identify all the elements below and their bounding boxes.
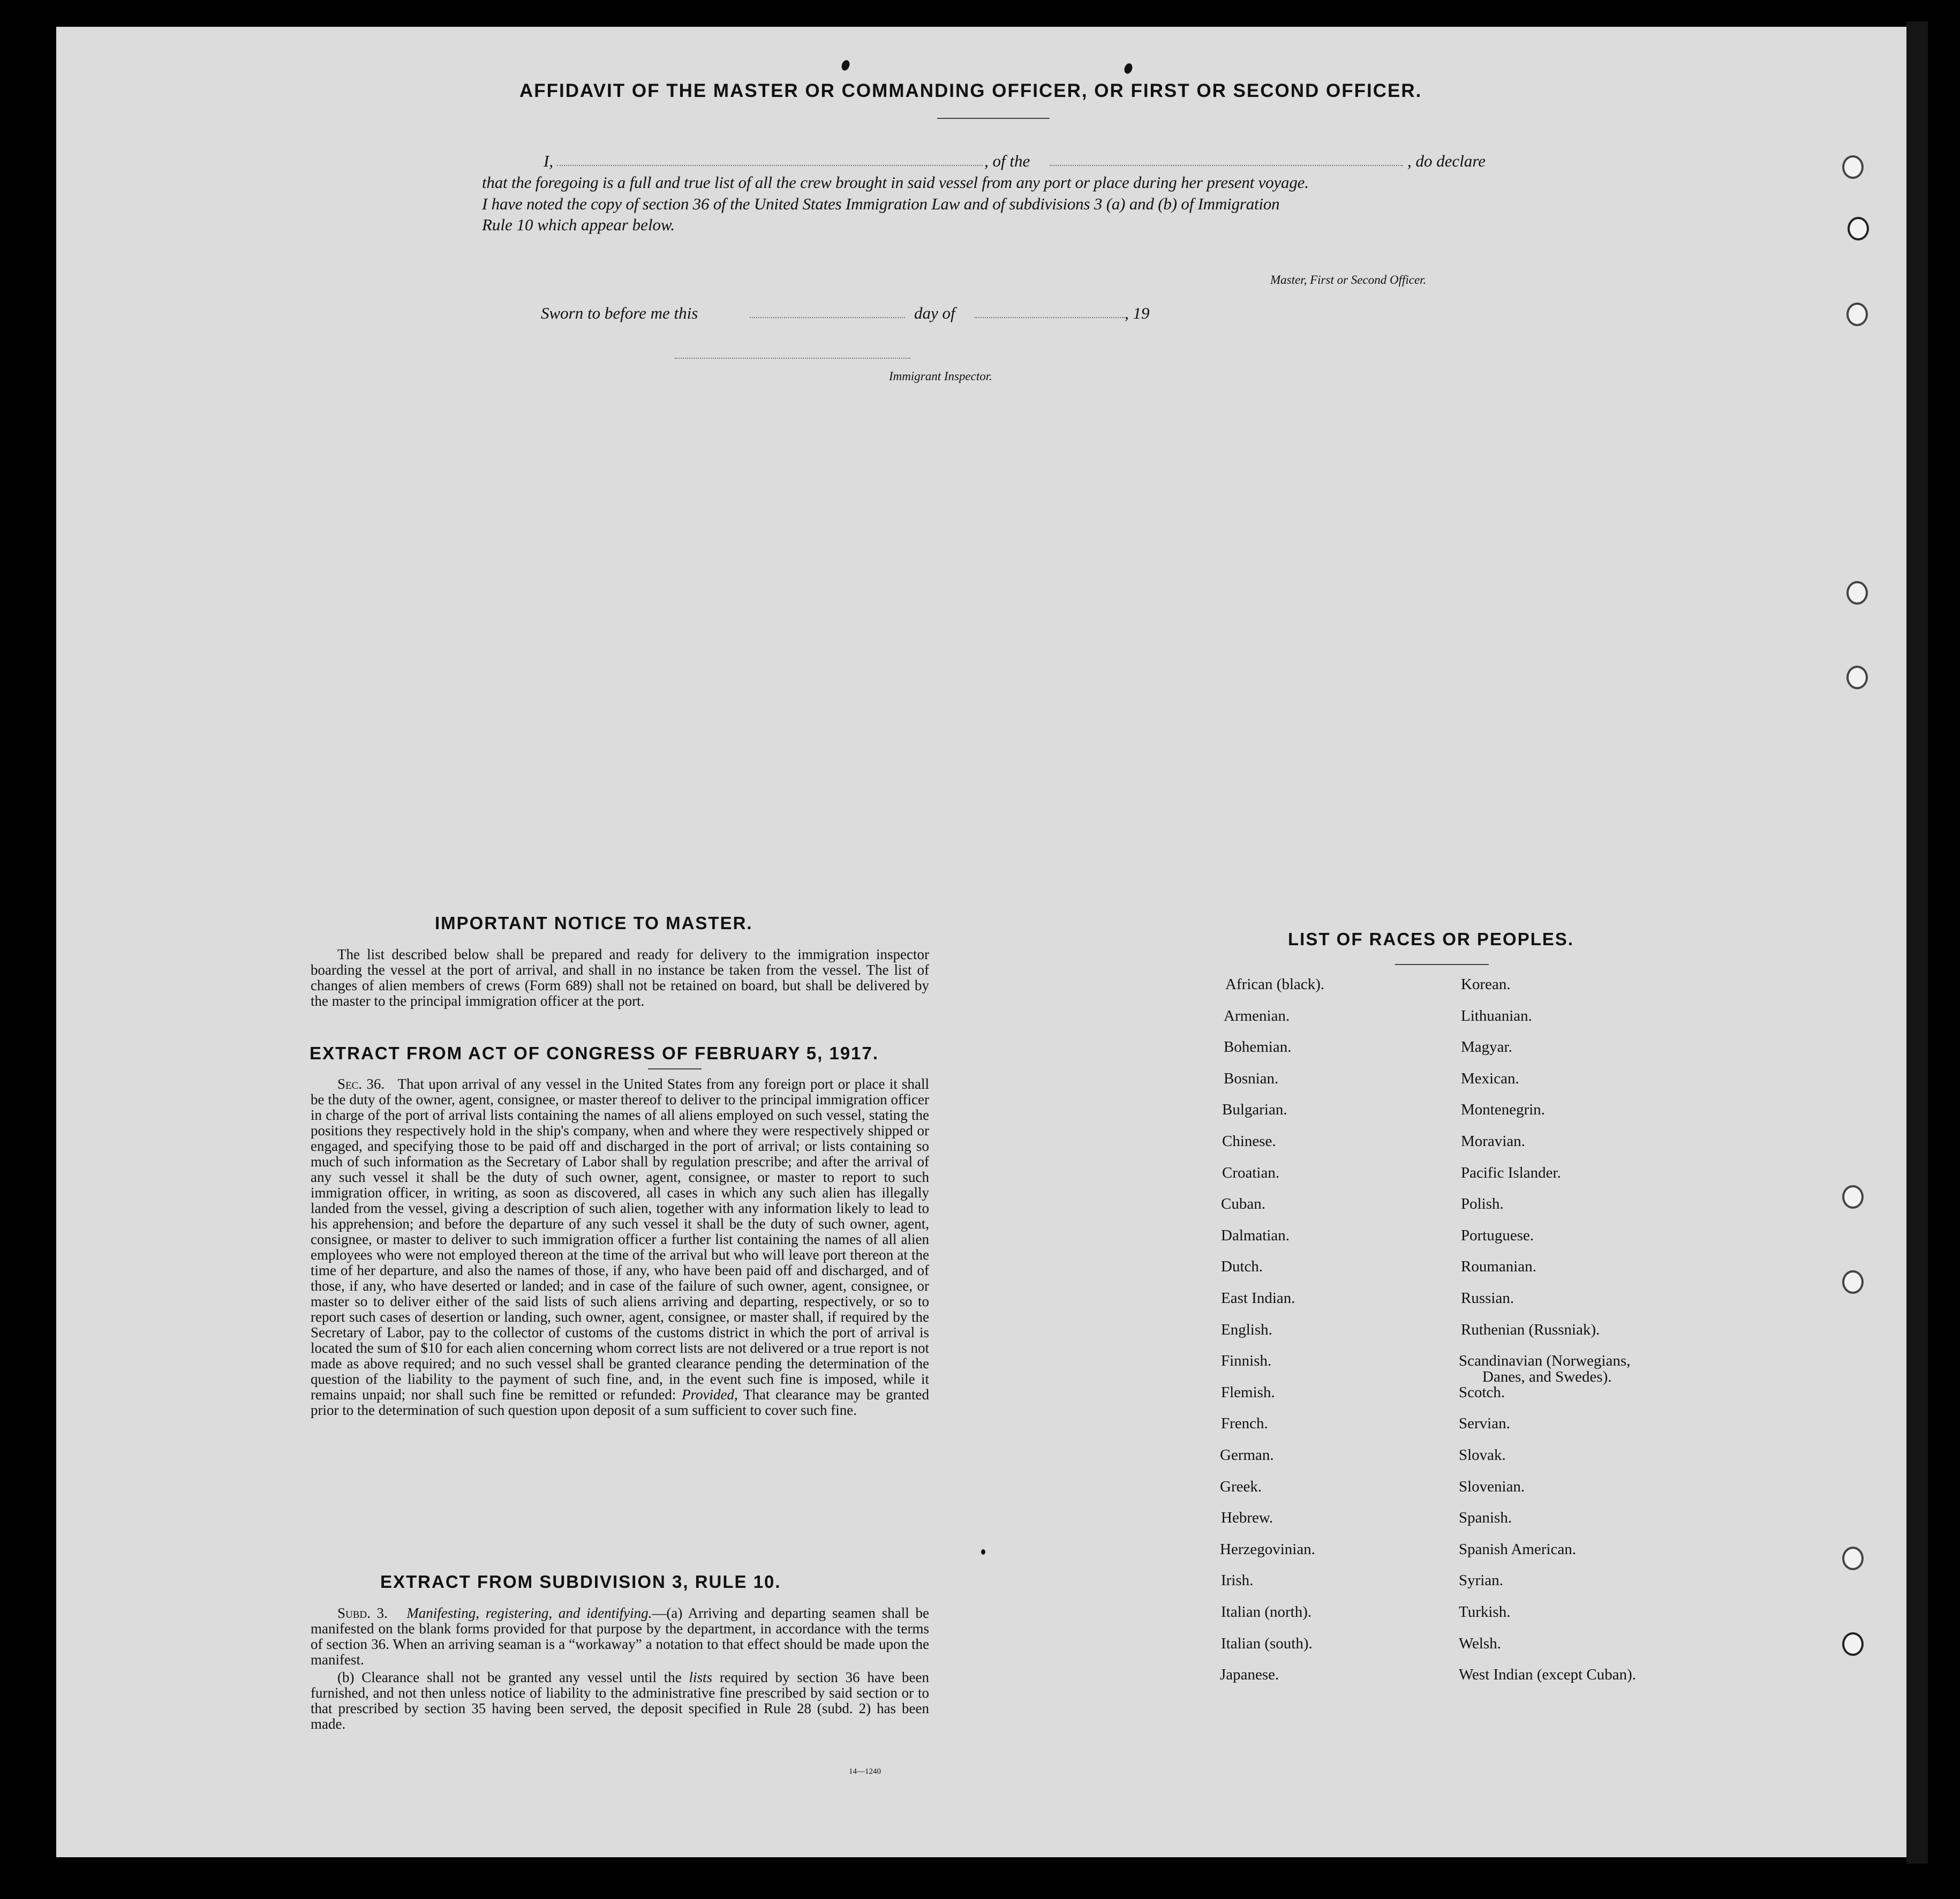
race-item: Montenegrin. (1461, 1101, 1546, 1119)
race-item: German. (1220, 1446, 1274, 1464)
race-item: Slovenian. (1459, 1478, 1525, 1495)
name-field[interactable] (557, 165, 983, 166)
subd-para-b-start: (b) Clearance shall not be granted any vessel until the (337, 1669, 682, 1685)
race-item: Croatian. (1222, 1164, 1280, 1181)
race-item: Ruthenian (Russniak). (1461, 1321, 1600, 1338)
race-item: Italian (north). (1221, 1603, 1312, 1621)
inspector-caption: Immigrant Inspector. (889, 370, 992, 383)
affidavit-do-declare: , do declare (1407, 152, 1486, 170)
race-item: Korean. (1461, 976, 1511, 993)
race-item: Italian (south). (1221, 1634, 1313, 1652)
notice-text (311, 947, 929, 1011)
act-title: EXTRACT FROM ACT OF CONGRESS OF FEBRUARY 5, 1917. (310, 1043, 879, 1063)
race-item: Dutch. (1221, 1258, 1263, 1276)
races-title: LIST OF RACES OR PEOPLES. (1288, 929, 1574, 949)
race-item: Spanish American. (1459, 1540, 1577, 1558)
race-item: West Indian (except Cuban). (1459, 1666, 1637, 1684)
page-edge-shadow (1906, 21, 1928, 1864)
rule-title: EXTRACT FROM SUBDIVISION 3, RULE 10. (380, 1572, 781, 1592)
act-body: That upon arrival of any vessel in the United States from any foreign port or place it shall be the duty of the owner, agent, consignee, or master thereof to deliver to the principal immigration officer in charge of the port of arrival lists containing the names of all aliens employed on such vessel, stating the positions they respectively hold in the ship's company, when and where they were respectively shipped or engaged, and specifying those to be paid off and discharged in the port of arrival; or lists containing so much of such information as the Secretary of Labor shall by regulation prescribe; and after the arrival of any such vessel it shall be the duty of such owner, agent, consignee, or master to report to such immigration officer, in writing, as soon as discovered, all cases in which any such alien has illegally landed from the vessel, giving a description of such alien, together with any information likely to lead to his apprehension; and before the departure of any such vessel it shall be the duty of such owner, agent, consignee, or master to deliver to such immigration officer a further list containing the names of all alien employees who were not employed thereon at the time of the arrival but who will leave port thereon at the time of her departure, and also the names of those, if any, who have been paid off and discharged, and of those, if any, who have deserted or landed; and in case of the failure of such owner, agent, consignee, or master so to deliver either of the said lists of such aliens arriving and departing, respectively, or so to report such cases of desertion or landing, such owner, agent, consignee, or master shall, if required by the Secretary of Labor, pay to the collector of customs of the customs district in which the port of arrival is located the sum of $10 for each alien concerning whom correct lists are not delivered or a true report is not made as above required; and no such vessel shall be granted clearance pending the determination of the question of the liability to the payment of such fine, and, in the event such fine is imposed, while it remains unpaid; nor shall such fine be remitted or refunded: (311, 1076, 930, 1403)
race-item: Hebrew. (1221, 1509, 1273, 1527)
races-underline (1395, 964, 1489, 965)
affidavit-title: AFFIDAVIT OF THE MASTER OR COMMANDING OFFICER, OR FIRST OR SECOND OFFICER. (519, 80, 1422, 101)
notice-paragraph: The list described below shall be prepared and ready for delivery to the immigration inspector boarding the vessel at the port of arrival, and shall in no instance be taken from the vessel. The list of changes of alien members of crews (Form 689) shall not be retained on board, but shall be delivered by the master to the principal immigration officer at the port. (311, 946, 929, 1009)
act-underline (648, 1068, 702, 1069)
race-item: Slovak. (1459, 1446, 1506, 1464)
affidavit-line-2: that the foregoing is a full and true list of all the crew brought in said vessel from any port or place during her present voyage. (482, 173, 1309, 192)
race-item: Bosnian. (1224, 1069, 1279, 1087)
race-item: Japanese. (1220, 1666, 1279, 1684)
rule-text (311, 1606, 929, 1734)
punch-hole (1846, 303, 1868, 326)
sworn-month-field[interactable] (975, 317, 1125, 318)
act-text (311, 1076, 929, 1420)
race-item: Polish. (1461, 1195, 1504, 1213)
subd-para-a: —(a) Arriving and departing seamen shall be manifested on the blank forms provided for that purpose by the department, in accordance with the terms of section 36. When an arriving seaman is a “workaway” a notation to that effect should be made upon the manifest. (311, 1605, 929, 1668)
form-number: 14—1240 (849, 1767, 881, 1776)
ink-mark (981, 1549, 985, 1555)
race-item-continuation: Danes, and Swedes). (1482, 1368, 1612, 1386)
sec-label: Sec. 36. (337, 1076, 385, 1092)
subd-para-b-lists: lists (689, 1669, 713, 1685)
race-item: Moravian. (1461, 1133, 1525, 1150)
race-item: Bohemian. (1224, 1038, 1292, 1056)
race-item: Irish. (1221, 1572, 1254, 1589)
act-provided: Provided, (682, 1386, 738, 1403)
race-item: Chinese. (1222, 1133, 1276, 1150)
race-item: Scandinavian (Norwegians, (1459, 1352, 1631, 1370)
affidavit-line-4: Rule 10 which appear below. (482, 215, 675, 234)
signature-caption: Master, First or Second Officer. (1270, 273, 1427, 287)
vessel-field[interactable] (1050, 165, 1403, 166)
title-underline (937, 118, 1050, 119)
sworn-label: Sworn to before me this (541, 304, 698, 322)
punch-hole (1842, 1185, 1864, 1209)
race-item: Herzegovinian. (1220, 1540, 1315, 1558)
race-item: Portuguese. (1461, 1226, 1534, 1244)
affidavit-line-3: I have noted the copy of section 36 of the United States Immigration Law and of subdivisions 3 (a) and (b) of Immigration (482, 194, 1280, 213)
race-item: Cuban. (1221, 1195, 1265, 1213)
race-item: Roumanian. (1461, 1258, 1536, 1276)
punch-hole (1842, 155, 1864, 179)
race-item: Turkish. (1459, 1603, 1511, 1621)
punch-hole (1846, 581, 1868, 605)
race-item: Spanish. (1459, 1509, 1512, 1527)
punch-hole (1848, 217, 1869, 240)
race-item: Russian. (1461, 1290, 1514, 1307)
race-item: Servian. (1459, 1415, 1510, 1433)
race-item: African (black). (1225, 976, 1325, 993)
race-item: Welsh. (1459, 1634, 1502, 1652)
subd-heading: Manifesting, registering, and identifying. (406, 1605, 652, 1621)
punch-hole (1842, 1547, 1864, 1570)
race-item: Pacific Islander. (1461, 1164, 1561, 1181)
race-item: Magyar. (1461, 1038, 1512, 1056)
race-item: Armenian. (1224, 1007, 1290, 1024)
day-of-label: day of (914, 304, 955, 322)
race-item: Flemish. (1221, 1383, 1275, 1401)
punch-hole (1842, 1632, 1864, 1656)
inspector-signature-line[interactable] (675, 358, 910, 359)
year-prefix: , 19 (1125, 304, 1150, 322)
affidavit-of-the: , of the (984, 152, 1030, 170)
race-item: Mexican. (1461, 1069, 1519, 1087)
document-sheet (56, 27, 1906, 1857)
race-item: English. (1221, 1321, 1272, 1338)
sworn-day-field[interactable] (750, 317, 905, 318)
race-item: Dalmatian. (1221, 1226, 1290, 1244)
race-item: Bulgarian. (1222, 1101, 1287, 1119)
affidavit-i-label: I, (544, 152, 554, 170)
punch-hole (1842, 1270, 1864, 1294)
subd-label: Subd. 3. (337, 1605, 388, 1621)
notice-title: IMPORTANT NOTICE TO MASTER. (435, 913, 753, 933)
punch-hole (1846, 666, 1868, 689)
race-item: Greek. (1220, 1478, 1262, 1495)
race-item: Syrian. (1459, 1572, 1503, 1589)
race-item: Finnish. (1221, 1352, 1272, 1370)
race-item: East Indian. (1221, 1290, 1295, 1307)
race-item: Scotch. (1459, 1383, 1505, 1401)
subd-para-b-end: required by section 36 have been furnished, and not then unless notice of liability to the administrative fine prescribed by said section or to that prescribed by section 35 having been served, the deposit specified in Rule 28 (subd. 2) has been made. (311, 1669, 930, 1732)
race-item: French. (1221, 1415, 1268, 1433)
race-item: Lithuanian. (1461, 1007, 1532, 1024)
act-body-end: That clearance may be granted prior to the determination of such question upon deposit of a sum sufficient to cover such fine. (311, 1386, 930, 1418)
